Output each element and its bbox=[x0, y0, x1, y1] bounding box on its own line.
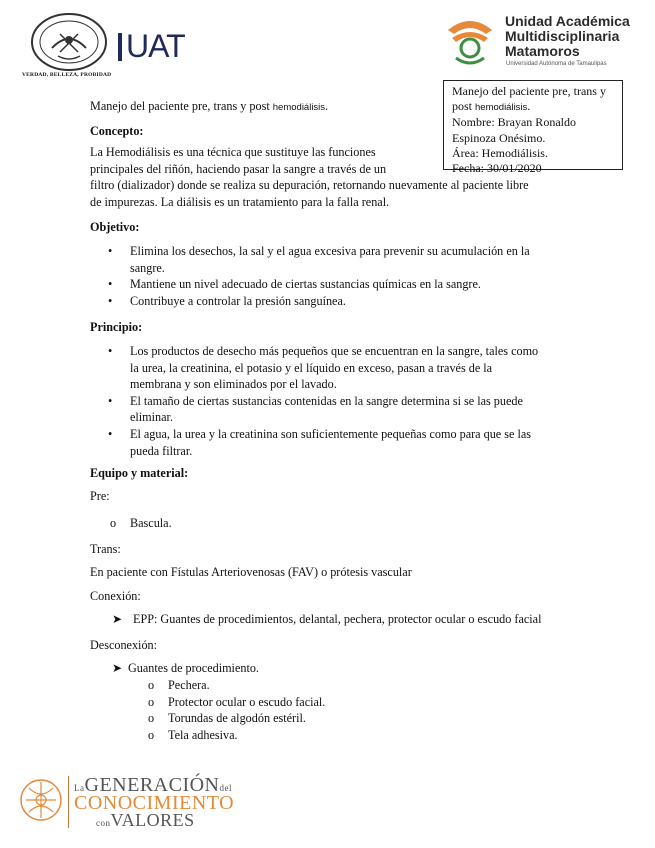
bullet-icon: • bbox=[108, 393, 113, 408]
circle-bullet-icon: o bbox=[148, 711, 155, 726]
info-line-2-word: hemodiálisis bbox=[475, 102, 528, 114]
desconexion-subitem-1: Pechera. bbox=[168, 678, 210, 692]
pre-label: Pre: bbox=[90, 489, 110, 503]
arrow-bullet-icon: ➤ bbox=[112, 612, 123, 626]
trans-label: Trans: bbox=[90, 542, 121, 556]
conexion-label: Conexión: bbox=[90, 589, 141, 603]
uat-logo-text: UAT bbox=[126, 28, 185, 64]
objective-heading: Objetivo: bbox=[90, 220, 140, 234]
equipment-heading: Equipo y material: bbox=[90, 466, 189, 480]
bullet-icon: • bbox=[108, 293, 113, 308]
info-line-5: Área: Hemodiálisis. bbox=[452, 145, 548, 160]
desconexion-main-item: Guantes de procedimiento. bbox=[128, 661, 259, 675]
uamm-subtitle: Universidad Autónoma de Tamaulipas bbox=[506, 61, 607, 67]
uat-logo bbox=[118, 28, 185, 65]
info-box bbox=[443, 80, 623, 176]
title-prefix: Manejo del paciente pre, trans y post bbox=[90, 99, 273, 113]
university-seal-icon bbox=[30, 12, 108, 72]
footer-line-3 bbox=[96, 810, 195, 831]
document-title bbox=[90, 98, 328, 117]
seal-motto: VERDAD, BELLEZA, PROBIDAD bbox=[22, 72, 112, 78]
circle-bullet-icon: o bbox=[148, 678, 155, 692]
title-word: hemodiálisis bbox=[272, 102, 326, 113]
bullet-icon: • bbox=[108, 277, 113, 292]
uamm-title-line-1: Unidad Académica bbox=[505, 13, 630, 29]
principle-item-1-line-3: membrana y son eliminados por el lavado. bbox=[130, 377, 337, 392]
concept-line-3: filtro (dializador) donde se realiza su depuración, retornando nuevamente al paciente libre bbox=[90, 178, 529, 192]
objective-item bbox=[108, 243, 570, 276]
desconexion-subitem-4: Tela adhesiva. bbox=[168, 727, 238, 742]
footer-generacion: GENERACIÓN bbox=[84, 774, 220, 796]
principle-list bbox=[108, 343, 570, 459]
footer-del: del bbox=[219, 783, 232, 793]
info-line-4: Espinoza Onésimo. bbox=[452, 130, 546, 145]
circle-bullet-icon: o bbox=[148, 694, 155, 709]
principle-item-2-line-2: eliminar. bbox=[130, 410, 173, 425]
uamm-title-line-2: Multidisciplinaria bbox=[505, 28, 620, 44]
concept-line-1: La Hemodiálisis es una técnica que sustituye las funciones bbox=[90, 145, 376, 159]
objective-item-2-line-1: Mantiene un nivel adecuado de ciertas sustancias químicas en la sangre. bbox=[130, 277, 481, 292]
desconexion-label: Desconexión: bbox=[90, 638, 158, 652]
objective-list bbox=[108, 243, 570, 309]
principle-item-2-line-1: El tamaño de ciertas sustancias contenidas en la sangre determina si se las puede bbox=[130, 393, 523, 408]
info-line-2-suffix: . bbox=[527, 99, 531, 114]
footer-conocimiento: CONOCIMIENTO bbox=[74, 792, 235, 814]
footer-emblem-icon bbox=[18, 772, 64, 828]
principle-item bbox=[108, 393, 570, 426]
uamm-title-line-3: Matamoros bbox=[505, 43, 580, 59]
objective-item bbox=[108, 293, 570, 310]
title-suffix: . bbox=[325, 99, 329, 113]
footer-la: La bbox=[74, 783, 85, 793]
info-line-6: Fecha: 30/01/2020 bbox=[452, 161, 542, 176]
principle-item-1-line-2: la urea, la creatinina, el potasio y el líquido en exceso, pasan a través de la bbox=[130, 360, 493, 375]
circle-bullet-icon: o bbox=[148, 727, 155, 742]
info-line-2-prefix: post bbox=[452, 99, 476, 114]
info-line-1: Manejo del paciente pre, trans y bbox=[452, 84, 606, 98]
epp-text: EPP: Guantes de procedimientos, delantal, pechera, protector ocular o escudo facial bbox=[133, 612, 542, 626]
bullet-icon: • bbox=[108, 426, 113, 441]
desconexion-subitem bbox=[148, 694, 468, 711]
uamm-title bbox=[505, 14, 630, 59]
circle-bullet-icon: o bbox=[110, 516, 117, 530]
desconexion-subitem-3: Torundas de algodón estéril. bbox=[168, 711, 306, 726]
uamm-emblem-icon bbox=[442, 12, 498, 68]
footer-con: con bbox=[96, 818, 111, 828]
footer-valores: VALORES bbox=[110, 810, 195, 830]
info-line-2 bbox=[452, 99, 614, 115]
objective-item-1-line-1: Elimina los desechos, la sal y el agua excesiva para prevenir su acumulación en la bbox=[130, 244, 530, 258]
desconexion-subitem bbox=[148, 677, 468, 694]
footer-divider bbox=[68, 776, 69, 828]
desconexion-sublist bbox=[148, 677, 468, 743]
uat-logo-bar-icon bbox=[118, 33, 122, 61]
objective-item-3-line-1: Contribuye a controlar la presión sanguínea. bbox=[130, 293, 346, 308]
objective-item-1-line-2: sangre. bbox=[130, 260, 165, 275]
concept-heading: Concepto: bbox=[90, 124, 144, 138]
concept-line-2: principales del riñón, haciendo pasar la sangre a través de un bbox=[90, 161, 387, 176]
bullet-icon: • bbox=[108, 344, 113, 358]
info-line-3: Nombre: Brayan Ronaldo bbox=[452, 115, 576, 130]
principle-item bbox=[108, 343, 570, 393]
concept-line-4: de impurezas. La diálisis es un tratamiento para la falla renal. bbox=[90, 194, 390, 209]
principle-item-1-line-1: Los productos de desecho más pequeños que se encuentran en la sangre, tales como bbox=[130, 344, 539, 358]
desconexion-subitem bbox=[148, 727, 468, 744]
bullet-icon: • bbox=[108, 244, 113, 258]
principle-item-3-line-1: El agua, la urea y la creatinina son suficientemente pequeñas como para que se las bbox=[130, 426, 532, 441]
desconexion-subitem-2: Protector ocular o escudo facial. bbox=[168, 694, 326, 709]
pre-item: Bascula. bbox=[130, 516, 172, 530]
arrow-bullet-icon: ➤ bbox=[112, 661, 123, 675]
principle-item-3-line-2: pueda filtrar. bbox=[130, 443, 193, 458]
objective-item bbox=[108, 276, 570, 293]
principle-item bbox=[108, 426, 570, 459]
principle-heading: Principio: bbox=[90, 320, 143, 334]
desconexion-subitem bbox=[148, 710, 468, 727]
trans-text: En paciente con Fístulas Arteriovenosas (FAV) o prótesis vascular bbox=[90, 565, 412, 579]
